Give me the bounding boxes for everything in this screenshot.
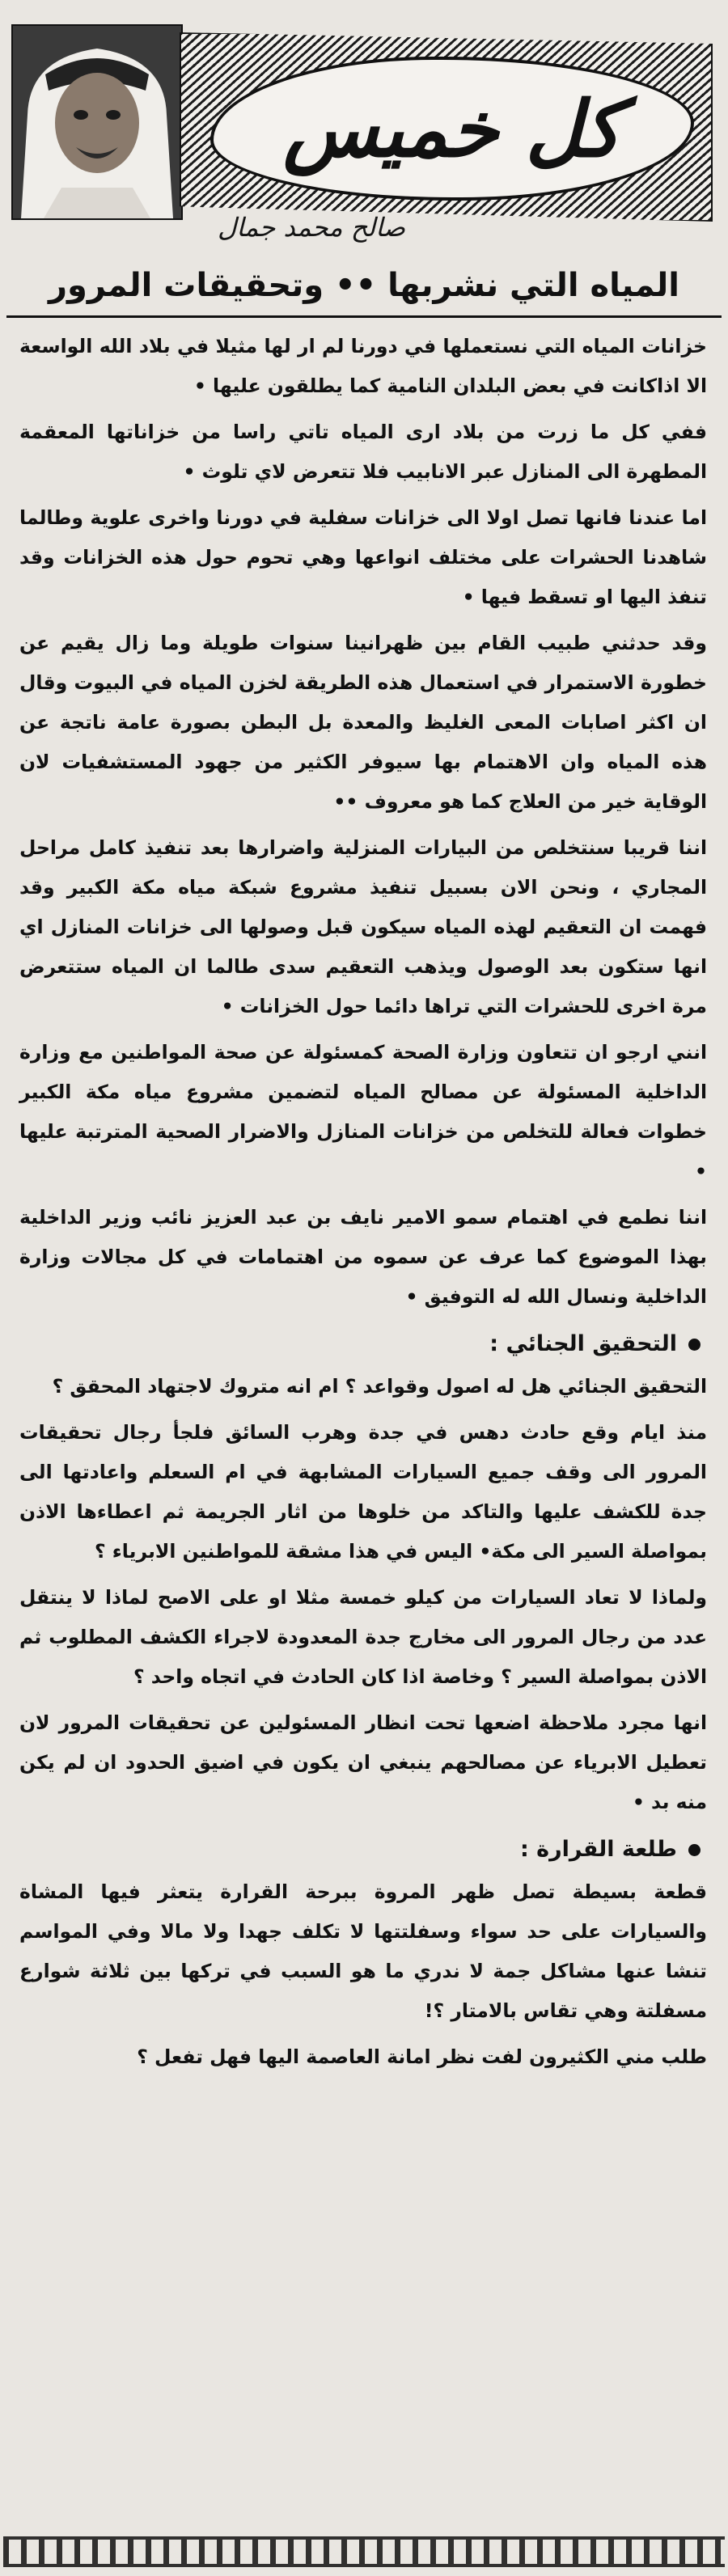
paragraph: وقد حدثني طبيب القام بين ظهرانينا سنوات طويلة وما زال يقيم عن خطورة الاستمرار في استعمال هذه الطريقة لخزن المياه في البيوت وقال ان اكثر اصابات المعى الغليظ والمعدة بل البطن بصورة عامة ناتجة عن هذه المياه وان الاهتمام بها سيوفر الكثير من جهود المستشفيات لان الوقاية خير من العلاج كما هو معروف •• [19,632,707,813]
column-masthead [0,0,728,267]
paragraph: اننا نطمع في اهتمام سمو الامير نايف بن عبد العزيز نائب وزير الداخلية بهذا الموضوع كما عرف عن سموه من اهتمامات في كل مجالات وزارة الداخلية ونسال الله له التوفيق • [19,1206,707,1308]
column-title: كل خميس [210,57,694,201]
author-photo [11,24,183,220]
section-heading-criminal-investigation [15,1323,712,1365]
headline-rule [6,315,722,318]
paragraph: منذ ايام وقع حادث دهس في جدة وهرب السائق فلجأ رجال تحقيقات المرور الى وقف جميع السيارات المشابهة في ام السعلم واعادتها الى جدة للكشف عليها والتاكد من خلوها من اثار الجريمة ثم اعطاءها الاذن بمواصلة السير الى مكة• اليس في هذا مشقة للمواطنين الابرياء ؟ [19,1421,707,1563]
paragraph: خزانات المياه التي نستعملها في دورنا لم ار لها مثيلا في بلاد الله الواسعة الا اذاكانت في بعض البلدان النامية كما يطلقون عليها • [19,335,707,397]
paragraph: انني ارجو ان تتعاون وزارة الصحة كمسئولة عن صحة المواطنين مع وزارة الداخلية المسئولة عن مصالح المياه لتضمين مشروع مياه مكة الكبير خطوات فعالة للتخلص من خزانات المنازل والاضرار الصحية المترتبة عليها • [19,1041,707,1182]
article-headline: المياه التي نشربها •• وتحقيقات المرور [49,267,679,304]
paragraph: ففي كل ما زرت من بلاد ارى المياه تاتي راسا من خزاناتها المعقمة المطهرة الى المنازل عبر الانابيب فلا تتعرض لاي تلوث • [19,421,707,483]
paragraph: انها مجرد ملاحظة اضعها تحت انظار المسئولين عن تحقيقات المرور لان تعطيل الابرياء عن مصالحهم ينبغي ان يكون في اضيق الحدود ان لم يكن منه بد • [19,1711,707,1813]
paragraph: قطعة بسيطة تصل ظهر المروة ببرحة القرارة يتعثر فيها المشاة والسيارات على حد سواء وسفلتتها لا تكلف جهدا ولا مالا وفي المواسم تنشا عنها مشاكل جمة لا ندري ما هو السبب في تركها بين ثلاثة شوارع مسفلتة وهي تقاس بالامتار ؟! [19,1880,707,2022]
author-portrait-image [13,26,181,218]
section-title: التحقيق الجنائي : [489,1331,677,1356]
section-title: طلعة القرارة : [519,1837,677,1862]
bullet-icon [688,1339,700,1351]
paragraph: اما عندنا فانها تصل اولا الى خزانات سفلية في دورنا واخرى علوية وطالما شاهدنا الحشرات على مختلف انواعها وهي تحوم حول هذه الخزانات وقد تنفذ اليها او تسقط فيها • [19,506,707,608]
paragraph: طلب مني الكثيرون لفت نظر امانة العاصمة اليها فهل تفعل ؟ [137,2045,707,2068]
author-signature: صالح محمد جمال [217,212,406,243]
section-heading-qarara-slope [15,1829,712,1871]
bullet-icon [688,1844,700,1856]
article-body [15,327,712,2515]
footer-decorative-rule [3,2536,725,2567]
paragraph: اننا قريبا سنتخلص من البيارات المنزلية واضرارها بعد تنفيذ كامل مراحل المجاري ، ونحن الان بسبيل تنفيذ مشروع شبكة مياه مكة الكبير وقد فهمت ان التعقيم لهذه المياه سيكون قبل وصولها الى خزانات المنازل اي انها ستكون بعد الوصول ويذهب التعقيم سدى طالما ان المياه ستتعرض مرة اخرى للحشرات التي تراها دائما حول الخزانات • [19,836,707,1017]
paragraph: ولماذا لا تعاد السيارات من كيلو خمسة مثلا او على الاصح لماذا لا ينتقل عدد من رجال المرور الى مخارج جدة المعدودة لاجراء الكشف المطلوب ثم الاذن بمواصلة السير ؟ وخاصة اذا كان الحادث في اتجاه واحد ؟ [19,1586,707,1688]
paragraph: التحقيق الجنائي هل له اصول وقواعد ؟ ام انه متروك لاجتهاد المحقق ؟ [52,1375,707,1398]
